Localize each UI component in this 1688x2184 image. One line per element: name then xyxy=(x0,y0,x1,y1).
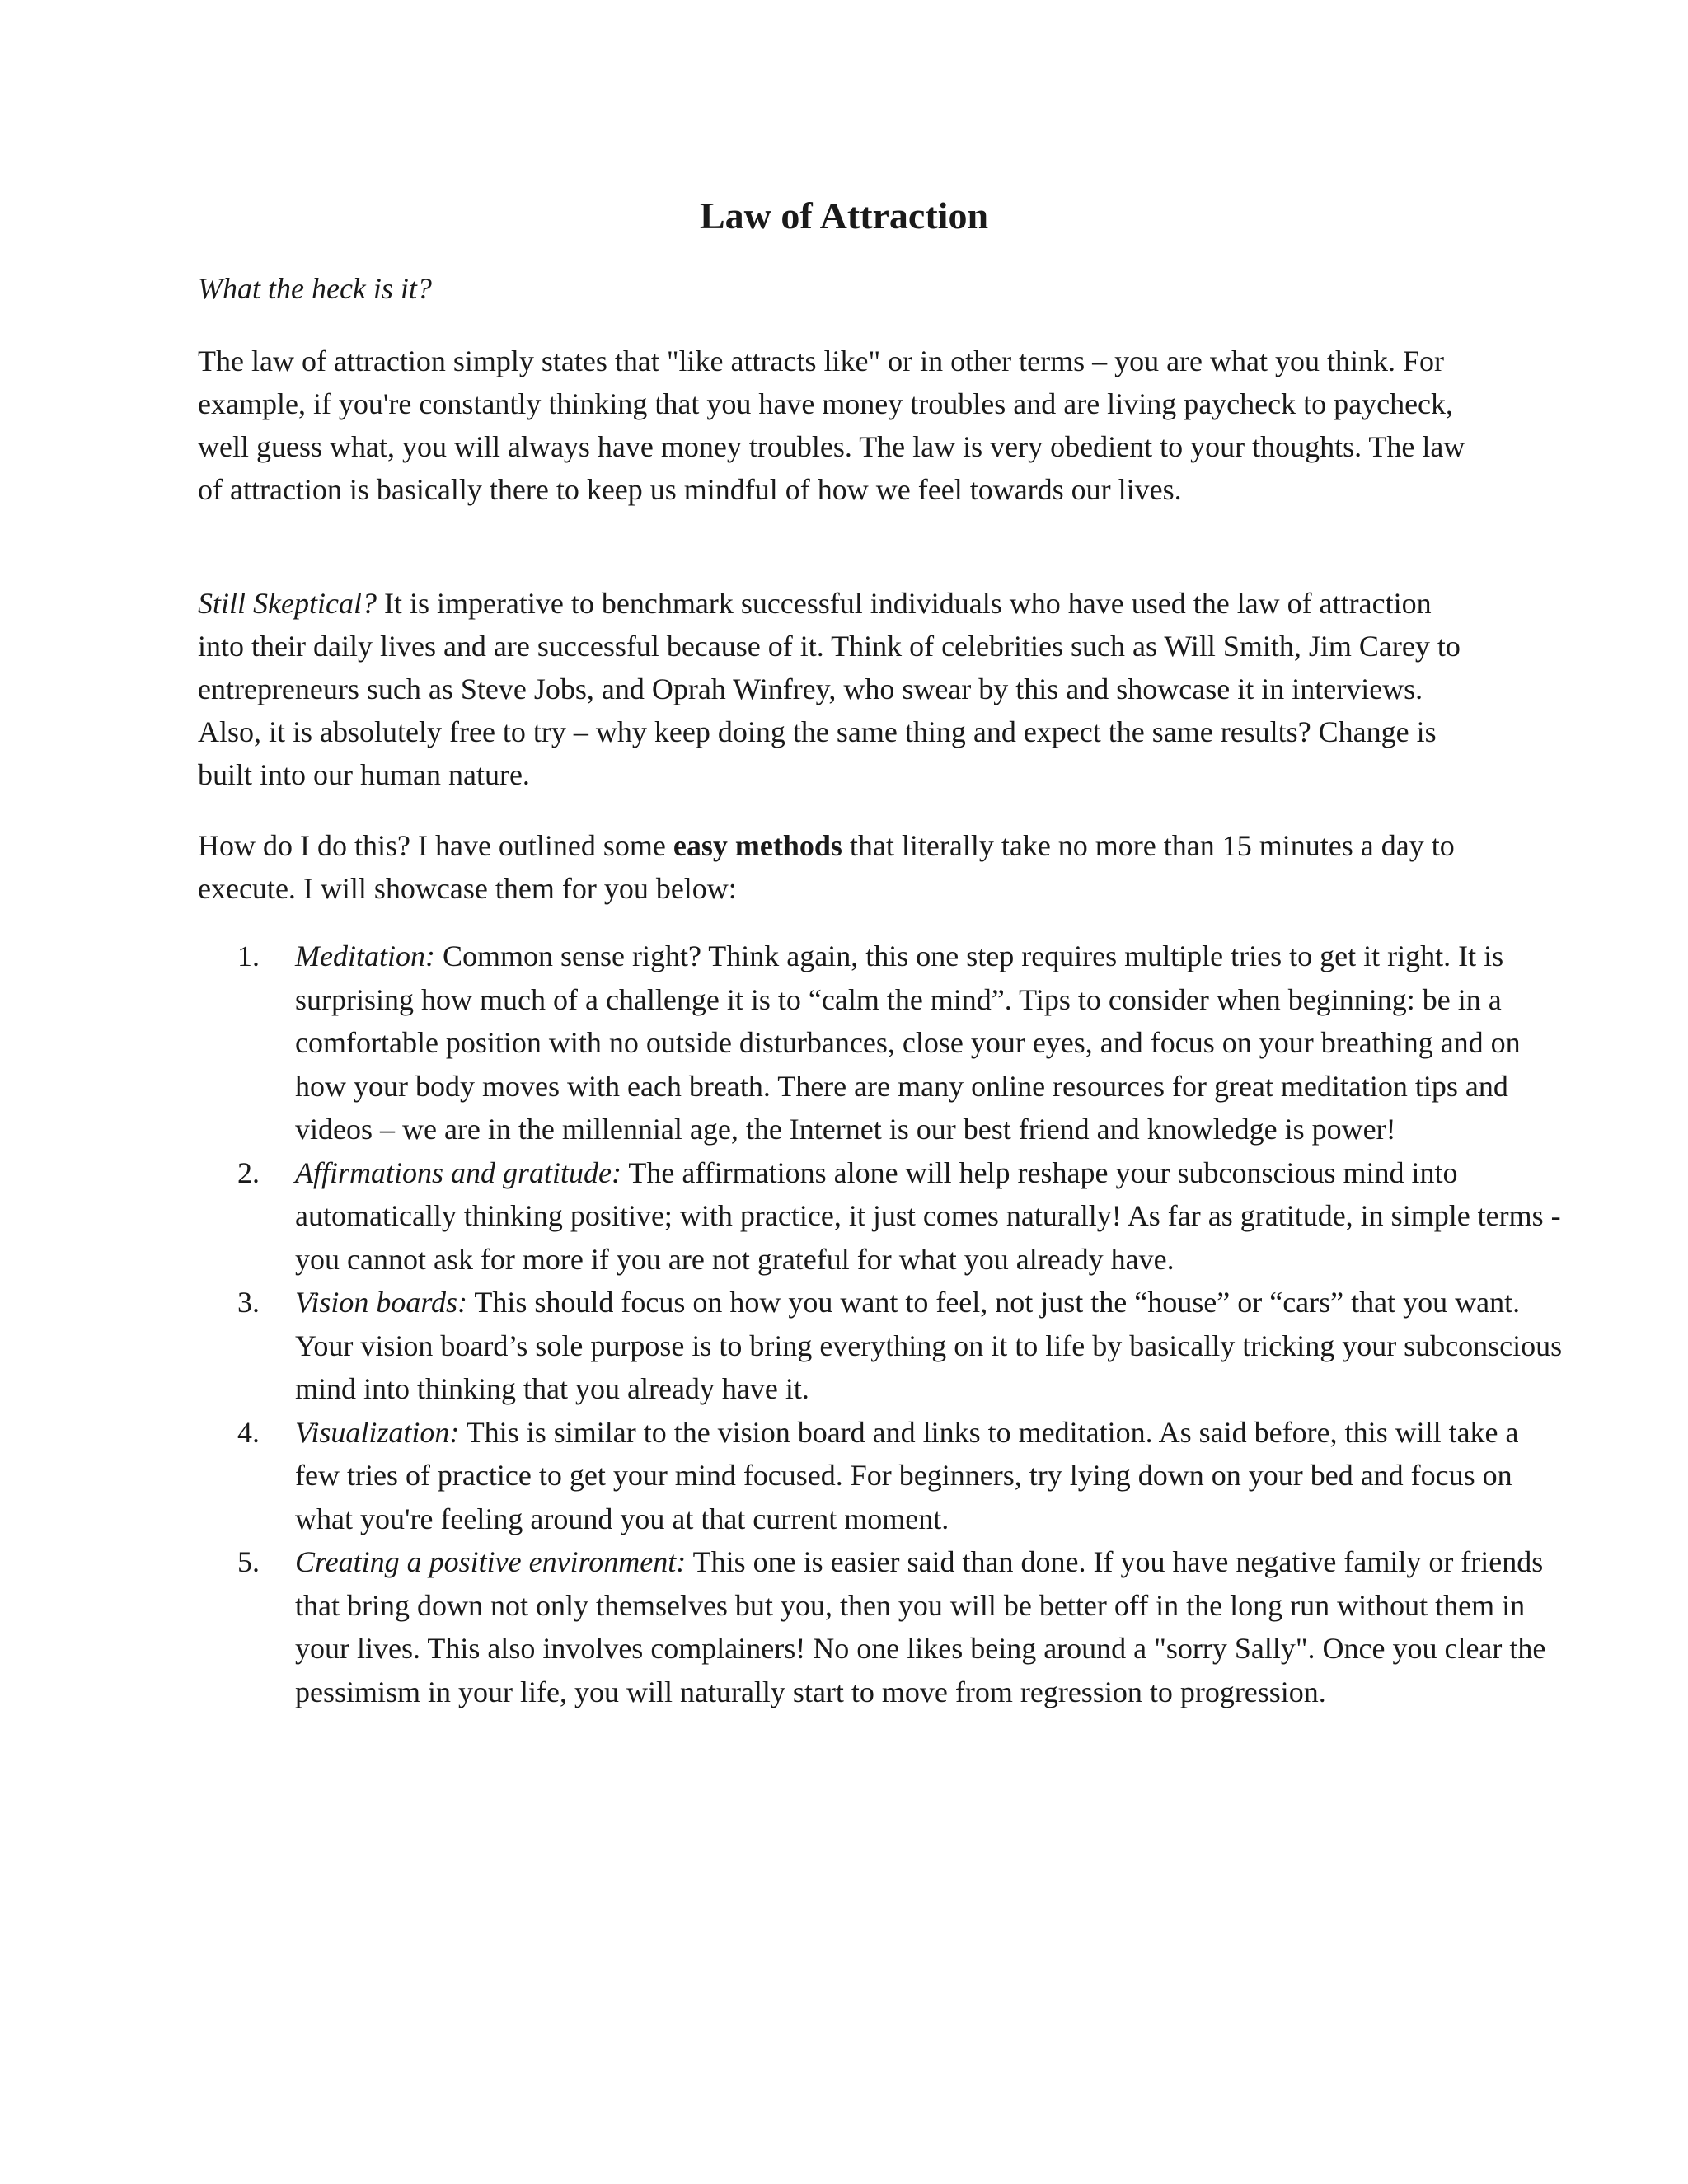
list-text: This one is easier said than done. If you have negative family or friends that bring down not only themselves but you, then you will be better off in the long run without them in your lives. This also involves complainers! No one likes being around a "sorry Sally". Once you clear the pessimism in your life, you will naturally start to move from regression to progression. xyxy=(295,1545,1546,1708)
document-title: Law of Attraction xyxy=(699,194,989,237)
list-term: Meditation: xyxy=(295,940,435,972)
paragraph-intro: The law of attraction simply states that "like attracts like" or in other terms – you are what you think. For example, if you're constantly thinking that you have money troubles and are living paycheck to paycheck, well guess what, you will always have money troubles. The law is very obedient to your thoughts. The law of attraction is basically there to keep us mindful of how we feel towards our lives. xyxy=(198,344,1465,506)
list-text: This is similar to the vision board and links to meditation. As said before, this will take a few tries of practice to get your mind focused. For beginners, try lying down on your bed and focus on what you're feeling around you at that current moment. xyxy=(295,1415,1519,1535)
list-number: 1. xyxy=(237,940,260,972)
list-text: Common sense right? Think again, this one step requires multiple tries to get it right. It is surprising how much of a challenge it is to “calm the mind”. Tips to consider when beginning: be in a comfortable position with no outside disturbances, close your eyes, and focus on your breathing and on how your body moves with each breath. There are many online resources for great meditation tips and videos – we are in the millennial age, the Internet is our best friend and knowledge is power! xyxy=(295,940,1521,1146)
paragraph-skeptical xyxy=(198,582,1484,796)
list-item xyxy=(237,1411,1568,1541)
list-term: Creating a positive environment: xyxy=(295,1545,687,1578)
methods-list xyxy=(198,935,1568,1713)
emphasis-text: easy methods xyxy=(673,829,842,862)
list-item xyxy=(237,935,1568,1151)
list-number: 2. xyxy=(237,1155,260,1189)
paragraph-how-to xyxy=(198,824,1484,910)
list-text: This should focus on how you want to feel, not just the “house” or “cars” that you want. Your vision board’s sole purpose is to bring everything on it to life by basically tricking your subconscious mind into thinking that you already have it. xyxy=(295,1286,1563,1405)
list-item xyxy=(237,1281,1568,1411)
list-item xyxy=(237,1540,1568,1713)
list-number: 3. xyxy=(237,1286,260,1319)
list-number: 5. xyxy=(237,1545,260,1578)
list-term: Visualization: xyxy=(295,1415,460,1449)
list-text: The affirmations alone will help reshape your subconscious mind into automatically thinking positive; with practice, it just comes naturally! As far as gratitude, in simple terms - you cannot ask for more if you are not grateful for what you already have. xyxy=(295,1155,1561,1276)
paragraph-text-before: How do I do this? I have outlined some xyxy=(198,829,673,862)
list-item xyxy=(237,1151,1568,1282)
paragraph-body: It is imperative to benchmark successful individuals who have used the law of attraction into their daily lives and are successful because of it. Think of celebrities such as Will Smith, Jim Carey to entrepreneurs such as Steve Jobs, and Oprah Winfrey, who swear by this and showcase it in interviews. Also, it is absolutely free to try – why keep doing the same thing and expect the same results? Change is built into our human nature. xyxy=(198,587,1461,791)
list-term: Affirmations and gratitude: xyxy=(295,1155,621,1189)
paragraph-lead: Still Skeptical? xyxy=(198,587,377,620)
section-subtitle: What the heck is it? xyxy=(198,272,432,305)
list-number: 4. xyxy=(237,1415,260,1449)
paragraph-text-after: that literally take no more than 15 minutes a day to execute. I will showcase them for you below: xyxy=(198,829,1455,905)
list-term: Vision boards: xyxy=(295,1286,468,1319)
